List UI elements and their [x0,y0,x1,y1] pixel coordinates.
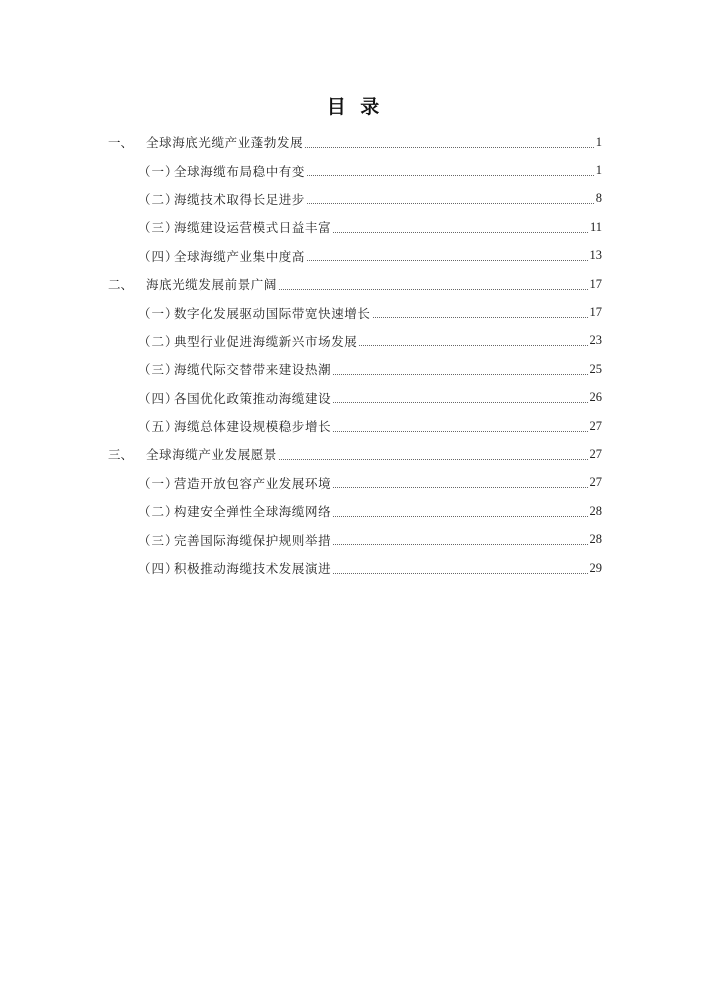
toc-entry-page: 23 [589,333,602,348]
toc-entry-number: （三） [138,220,179,236]
toc-entry-number: （二） [138,333,179,349]
toc-entry-label: 全球海缆产业集中度高 [174,248,306,264]
toc-leader-dots [305,147,594,148]
toc-entry-page: 17 [589,305,602,320]
toc-entry-label: 全球海缆布局稳中有变 [174,163,306,179]
toc-entry[interactable] [108,242,602,270]
toc-entry-number: （四） [138,248,179,264]
toc-leader-dots [359,345,587,346]
toc-entry-label: 海底光缆发展前景广阔 [146,277,278,293]
toc-leader-dots [333,374,587,375]
toc-leader-dots [333,573,587,574]
toc-entry[interactable] [108,298,602,326]
toc-entry-number: （一） [138,163,179,179]
toc-entry[interactable] [108,554,602,582]
toc-entry[interactable] [108,412,602,440]
toc-entry-number: （二） [138,504,179,520]
toc-entry[interactable] [108,213,602,241]
toc-leader-dots [279,459,587,460]
toc-leader-dots [333,402,587,403]
toc-entry[interactable] [108,469,602,497]
toc-entry-page: 27 [589,418,602,433]
toc-entry[interactable] [108,128,602,156]
toc-entry-page: 27 [589,446,602,461]
toc-leader-dots [307,175,594,176]
toc-entry[interactable] [108,355,602,383]
toc-leader-dots [333,431,587,432]
toc-leader-dots [333,544,587,545]
toc-entry-label: 数字化发展驱动国际带宽快速增长 [174,305,371,321]
toc-entry-label: 完善国际海缆保护规则举措 [174,532,332,548]
toc-entry-number: 三、 [108,447,134,463]
toc-entry-page: 29 [589,560,602,575]
page-title: 目 录 [326,96,384,118]
toc-entry-number: （二） [138,191,179,207]
toc-entry-label: 构建安全弹性全球海缆网络 [174,504,332,520]
toc-entry[interactable] [108,270,602,298]
toc-leader-dots [333,516,587,517]
toc-entry-label: 海缆代际交替带来建设热潮 [174,362,332,378]
toc-entry-number: （五） [138,419,179,435]
toc-leader-dots [373,317,588,318]
toc-entry-label: 全球海底光缆产业蓬勃发展 [146,135,304,151]
toc-leader-dots [279,289,587,290]
toc-entry-number: 一、 [108,135,134,151]
toc-entry-page: 26 [589,390,602,405]
toc-entry-number: （三） [138,532,179,548]
toc-entry[interactable] [108,327,602,355]
toc-entry-label: 典型行业促进海缆新兴市场发展 [174,333,358,349]
toc-entry-number: （三） [138,362,179,378]
toc-entry-page: 1 [595,163,602,178]
toc-entry-page: 1 [595,134,602,149]
toc-entry[interactable] [108,185,602,213]
toc-entry-page: 11 [589,219,602,234]
toc-entry-page: 28 [589,532,602,547]
toc-entry-number: （四） [138,390,179,406]
toc-entry[interactable] [108,156,602,184]
toc-leader-dots [333,487,587,488]
toc-entry-number: 二、 [108,277,134,293]
table-of-contents [108,128,602,582]
toc-entry-number: （一） [138,305,179,321]
toc-entry[interactable] [108,440,602,468]
toc-entry-number: （四） [138,561,179,577]
toc-entry-page: 8 [595,191,602,206]
toc-entry[interactable] [108,525,602,553]
toc-entry-page: 17 [589,276,602,291]
toc-entry-number: （一） [138,475,179,491]
toc-entry-label: 营造开放包容产业发展环境 [174,475,332,491]
toc-entry-label: 积极推动海缆技术发展演进 [174,561,332,577]
toc-entry[interactable] [108,384,602,412]
toc-entry-label: 各国优化政策推动海缆建设 [174,390,332,406]
toc-entry-page: 25 [589,361,602,376]
toc-entry-label: 海缆总体建设规模稳步增长 [174,419,332,435]
toc-entry-page: 13 [589,248,602,263]
toc-entry-page: 28 [589,503,602,518]
toc-leader-dots [307,260,587,261]
toc-entry-label: 海缆技术取得长足进步 [174,191,306,207]
toc-leader-dots [307,203,594,204]
toc-entry-label: 海缆建设运营模式日益丰富 [174,220,332,236]
toc-entry[interactable] [108,497,602,525]
toc-entry-page: 27 [589,475,602,490]
toc-leader-dots [333,232,588,233]
toc-entry-label: 全球海缆产业发展愿景 [146,447,278,463]
